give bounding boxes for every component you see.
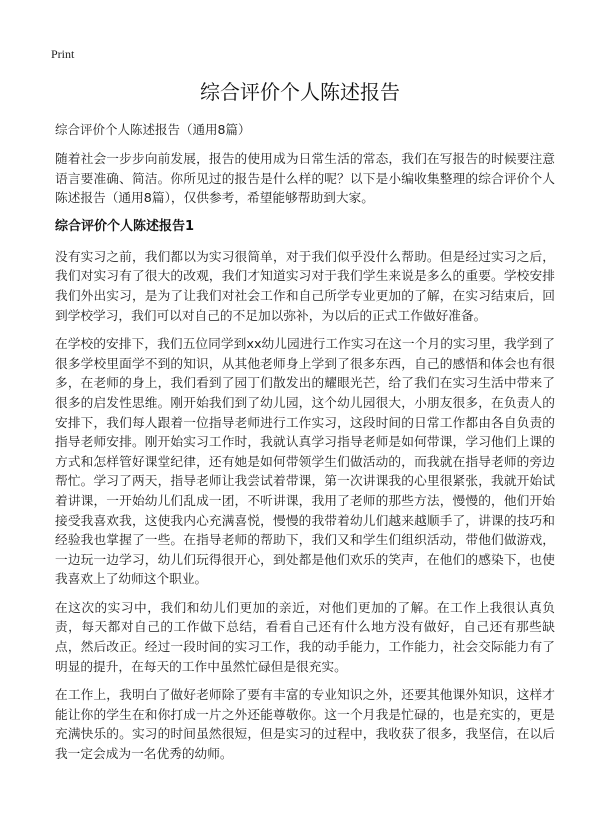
print-link[interactable]: Print [51,47,75,61]
body-paragraph-3: 在这次的实习中，我们和幼儿们更加的亲近，对他们更加的了解。在工作上我很认真负责，每天都对自己的工作做下总结，看看自己还有什么地方没有做好，自己还有那些缺点，然后改正。经过一段时间的实习工作，我的动手能力，工作能力，社会交际能力有了明显的提升，在每天的工作中虽然忙碌但是很充实。 [55,599,555,674]
document-subtitle: 综合评价个人陈述报告（通用8篇） [55,122,251,137]
document-body [55,149,555,773]
body-paragraph-4: 在工作上，我明白了做好老师除了要有丰富的专业知识之外，还要其他课外知识，这样才能让你的学生在和你打成一片之外还能尊敬你。这一个月我是忙碌的，也是充实的，更是充满快乐的。实习的时间虽然很短，但是实习的过程中，我收获了很多，我坚信，在以后我一定会成为一名优秀的幼师。 [55,687,555,762]
body-paragraph-2: 在学校的安排下，我们五位同学到xx幼儿园进行工作实习在这一个月的实习里，我学到了很多学校里面学不到的知识，从其他老师身上学到了很多东西，自己的感悟和体会也有很多，在老师的身上，我们看到了园丁们散发出的耀眼光芒，给了我们在实习生活中带来了很多的启发性思维。刚开始我们到了幼儿园，这个幼儿园很大，小朋友很多，在负责人的安排下，我们每人跟着一位指导老师进行工作实习，这段时间的日常工作都由各自负责的指导老师安排。刚开始实习工作时，我就认真学习指导老师是如何带课，学习他们上课的方式和怎样管好课堂纪律，还有她是如何带领学生们做活动的，而我就在指导老师的旁边帮忙。学习了两天，指导老师让我尝试着带课，第一次讲课我的心里很紧张，我就开始试着讲课，一开始幼儿们乱成一团，不听讲课，我用了老师的那些方法，慢慢的，他们开始接受我喜欢我，这使我内心充满喜悦，慢慢的我带着幼儿们越来越顺手了，讲课的技巧和经验我也掌握了一些。在指导老师的帮助下，我们又和学生们组织活动，带他们做游戏，一边玩一边学习，幼儿们玩得很开心，到处都是他们欢乐的笑声，在他们的感染下，也使我喜欢上了幼师这个职业。 [55,336,555,587]
body-paragraph-1: 没有实习之前，我们都以为实习很简单，对于我们似乎没什么帮助。但是经过实习之后，我们对实习有了很大的改观，我们才知道实习对于我们学生来说是多么的重要。学校安排我们外出实习，是为了让我们对社会工作和自己所学专业更加的了解，在实习结束后，回到学校学习，我们可以对自己的不足加以弥补，为以后的正式工作做好准备。 [55,248,555,323]
intro-paragraph: 随着社会一步步向前发展，报告的使用成为日常生活的常态，我们在写报告的时候要注意语言要准确、简洁。你所见过的报告是什么样的呢？以下是小编收集整理的综合评价个人陈述报告（通用8篇），仅供参考，希望能够帮助到大家。 [55,151,555,206]
page-title: 综合评价个人陈述报告 [200,80,400,104]
section-heading: 综合评价个人陈述报告1 [55,218,195,234]
